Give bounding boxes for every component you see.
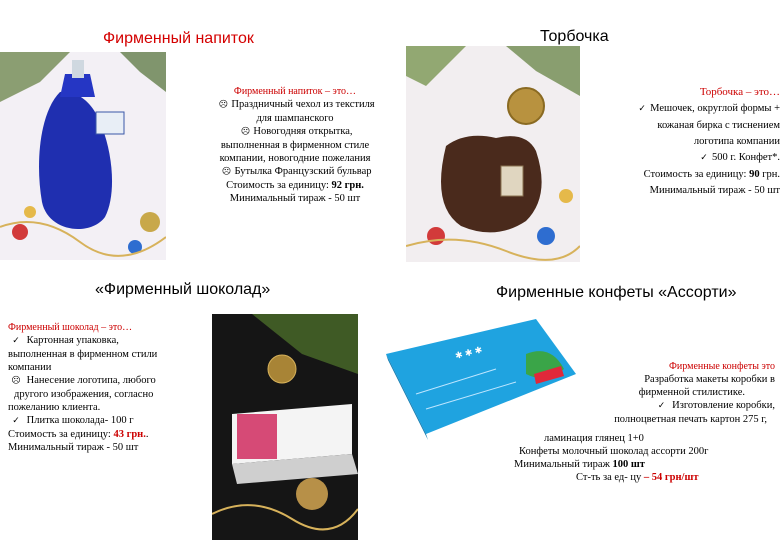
drink-description bbox=[190, 85, 400, 205]
chocolate-item: ☹ Нанесение логотипа, любого bbox=[8, 374, 208, 388]
pouch-item: ✓ 500 г. Конфет*. bbox=[592, 151, 780, 165]
pouch-photo bbox=[406, 46, 580, 262]
check-icon: ✓ bbox=[638, 104, 646, 114]
candies-item: фирменной стилистике. bbox=[638, 387, 745, 398]
chocolate-description bbox=[8, 321, 208, 454]
chocolate-min-run: Минимальный тираж - 50 шт bbox=[8, 442, 139, 453]
chocolate-item: выполненная в фирменном стили bbox=[8, 349, 158, 360]
pouch-title: Торбочка bbox=[540, 28, 609, 45]
chocolate-photo bbox=[212, 314, 358, 540]
check-icon: ✓ bbox=[657, 401, 666, 411]
drink-item: ☹ Бутылка Французский бульвар bbox=[190, 165, 400, 179]
drink-item: ☹ Праздничный чехол из текстиля bbox=[190, 98, 400, 112]
smiley-icon: ☹ bbox=[218, 100, 229, 110]
chocolate-title: «Фирменный шоколад» bbox=[95, 281, 271, 298]
chocolate-item: ✓ Картонная упаковка, bbox=[8, 334, 208, 348]
pouch-min-run: Минимальный тираж - 50 шт bbox=[649, 185, 780, 196]
candies-min-run: Минимальный тираж 100 шт bbox=[514, 459, 645, 470]
pouch-item: кожаная бирка с тиснением bbox=[657, 120, 780, 131]
candies-item: Конфеты молочный шоколад ассорти 200г bbox=[519, 446, 709, 457]
smiley-icon: ☹ bbox=[221, 167, 232, 177]
candies-details bbox=[514, 432, 774, 484]
drink-photo bbox=[0, 52, 166, 260]
smiley-icon: ☹ bbox=[240, 127, 251, 137]
pouch-item: ✓ Мешочек, округлой формы + bbox=[592, 102, 780, 116]
candies-price: Ст-ть за ед- цу – 54 грн/шт bbox=[576, 472, 699, 483]
drink-intro: Фирменный напиток – это… bbox=[233, 86, 357, 97]
pouch-intro: Торбочка – это… bbox=[699, 86, 780, 98]
drink-title: Фирменный напиток bbox=[103, 30, 254, 47]
candies-item: ✓ Изготовление коробки, bbox=[500, 399, 775, 413]
chocolate-item: ✓ Плитка шоколада- 100 г bbox=[8, 414, 208, 428]
pouch-description bbox=[592, 86, 780, 197]
check-icon: ✓ bbox=[700, 153, 708, 163]
drink-item: компании, новогодние пожелания bbox=[219, 153, 371, 164]
candies-title: Фирменные конфеты «Ассорти» bbox=[496, 284, 737, 301]
check-icon: ✓ bbox=[12, 416, 20, 426]
chocolate-intro: Фирменный шоколад – это… bbox=[8, 322, 133, 333]
candies-item: Разработка макеты коробки в bbox=[644, 374, 775, 385]
check-icon: ✓ bbox=[12, 336, 20, 346]
svg-text:✱ ✱ ✱: ✱ ✱ ✱ bbox=[454, 344, 484, 361]
chocolate-item: пожеланию клиента. bbox=[8, 402, 101, 413]
drink-min-run: Минимальный тираж - 50 шт bbox=[229, 193, 361, 204]
candies-intro: Фирменные конфеты это bbox=[669, 361, 775, 372]
chocolate-item: компании bbox=[8, 362, 52, 373]
chocolate-price: Стоимость за единицу: 43 грн.. bbox=[8, 429, 149, 440]
candies-item: ламинация глянец 1+0 bbox=[544, 433, 644, 444]
pouch-item: логотипа компании bbox=[693, 136, 780, 147]
drink-item: выполненная в фирменном стиле bbox=[220, 140, 370, 151]
chocolate-item: другого изображения, согласно bbox=[14, 389, 154, 400]
drink-item: для шампанского bbox=[256, 113, 334, 124]
pouch-price: Стоимость за единицу: 90 грн. bbox=[643, 169, 780, 180]
drink-item: ☹ Новогодняя открытка, bbox=[190, 125, 400, 139]
candies-description bbox=[500, 360, 775, 426]
smiley-icon: ☹ bbox=[11, 376, 21, 386]
drink-price: Стоимость за единицу: 92 грн. bbox=[226, 180, 364, 191]
candies-item: полноцветная печать картон 275 г, bbox=[614, 414, 767, 425]
